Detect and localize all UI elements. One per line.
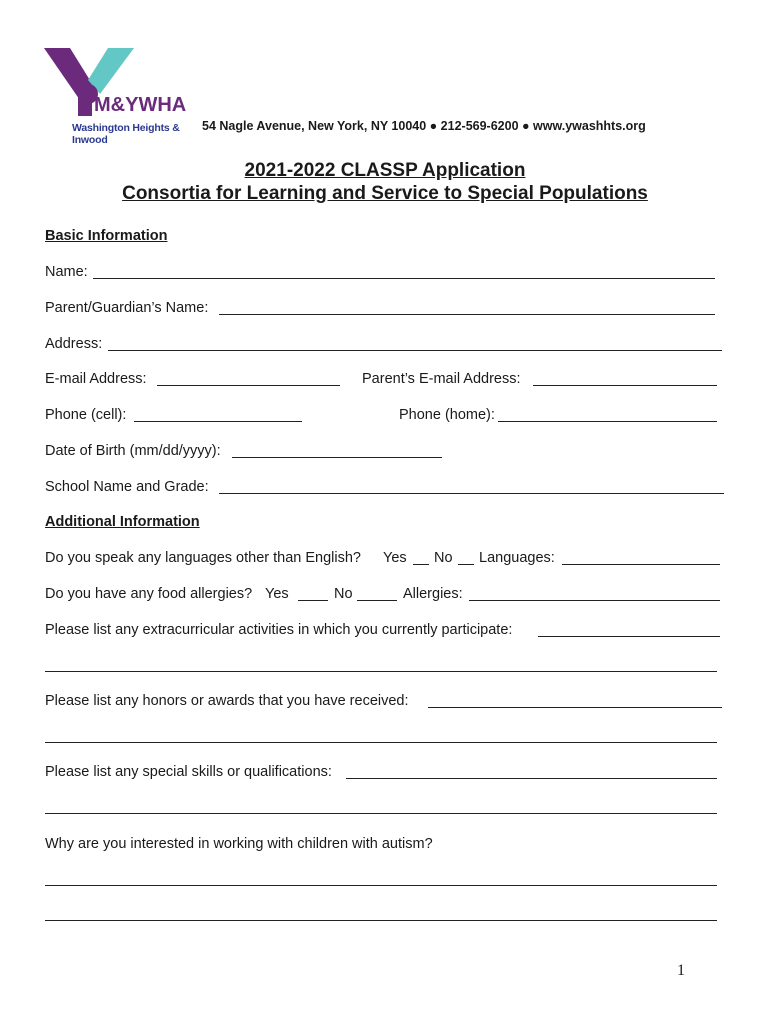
page-number: 1 <box>677 962 685 979</box>
address-label: Address: <box>45 336 103 352</box>
allergies-yes-label: Yes <box>265 586 289 602</box>
allergies-no-field[interactable] <box>357 600 397 601</box>
allergies-field[interactable] <box>469 600 720 601</box>
allergies-question: Do you have any food allergies? <box>45 586 253 602</box>
skills-question: Please list any special skills or qualifications: <box>45 764 332 780</box>
phone-cell-label: Phone (cell): <box>45 407 127 423</box>
section-additional-information: Additional Information <box>45 514 200 530</box>
parent-name-field[interactable] <box>219 314 715 315</box>
extracurricular-field-1[interactable] <box>538 636 720 637</box>
honors-field-2[interactable] <box>45 742 717 743</box>
extracurricular-field-2[interactable] <box>45 671 717 672</box>
parent-name-label: Parent/Guardian’s Name: <box>45 300 209 316</box>
dob-field[interactable] <box>232 457 442 458</box>
school-label: School Name and Grade: <box>45 479 209 495</box>
honors-field-1[interactable] <box>428 707 722 708</box>
logo-subtitle: Washington Heights & Inwood <box>72 122 180 146</box>
skills-field-1[interactable] <box>346 778 717 779</box>
email-label: E-mail Address: <box>45 371 147 387</box>
languages-no-label: No <box>434 550 453 566</box>
languages-yes-field[interactable] <box>413 564 429 565</box>
languages-no-field[interactable] <box>458 564 474 565</box>
autism-field-1[interactable] <box>45 885 717 886</box>
logo <box>40 44 200 146</box>
phone-home-field[interactable] <box>498 421 717 422</box>
phone-home-label: Phone (home): <box>399 407 495 423</box>
skills-field-2[interactable] <box>45 813 717 814</box>
autism-field-2[interactable] <box>45 920 717 921</box>
school-field[interactable] <box>219 493 724 494</box>
logo-name: M&YWHA <box>94 94 187 116</box>
languages-field[interactable] <box>562 564 720 565</box>
languages-yes-label: Yes <box>383 550 407 566</box>
address-field[interactable] <box>108 350 722 351</box>
header-address: 54 Nagle Avenue, New York, NY 10040 ● 212-569-6200 ● www.ywashhts.org <box>202 119 646 133</box>
languages-question: Do you speak any languages other than English? <box>45 550 361 566</box>
allergies-yes-field[interactable] <box>298 600 328 601</box>
parent-email-label: Parent’s E-mail Address: <box>362 371 521 387</box>
phone-cell-field[interactable] <box>134 421 302 422</box>
extracurricular-question: Please list any extracurricular activities in which you currently participate: <box>45 622 513 638</box>
allergies-no-label: No <box>334 586 353 602</box>
name-label: Name: <box>45 264 88 280</box>
dob-label: Date of Birth (mm/dd/yyyy): <box>45 443 221 459</box>
parent-email-field[interactable] <box>533 385 717 386</box>
honors-question: Please list any honors or awards that you have received: <box>45 693 409 709</box>
section-basic-information: Basic Information <box>45 228 168 244</box>
autism-question: Why are you interested in working with children with autism? <box>45 836 433 852</box>
document-title: 2021-2022 CLASSP Application <box>244 160 526 181</box>
allergies-label: Allergies: <box>403 586 463 602</box>
name-field[interactable] <box>93 278 715 279</box>
document-subtitle: Consortia for Learning and Service to Special Populations <box>122 183 648 204</box>
email-field[interactable] <box>157 385 340 386</box>
languages-label: Languages: <box>479 550 555 566</box>
